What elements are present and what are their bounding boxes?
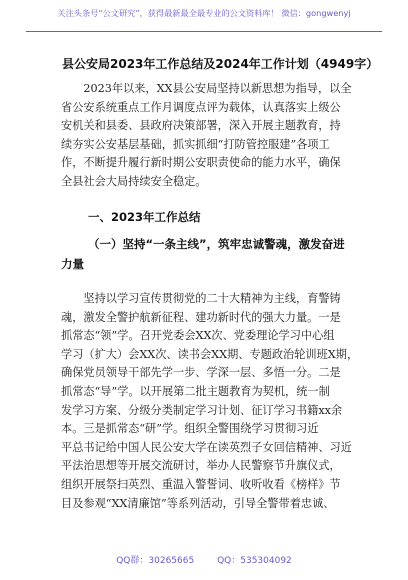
subsection-heading-line: （一）坚持“一条主线”，筑牢忠诚警魂，激发奋进 [88,237,345,251]
body-line: 学习（扩大）会XX次、读书会XX期、专题政治轮训班X期， [61,347,359,361]
body-paragraph [61,290,359,513]
body-line: 目及参观“XX清廉馆”等系列活动，引导全警带着忠诚、 [61,496,335,510]
intro-line: 续夯实公安基层基础，抓实抓细“打防管控服建”各项工 [61,137,330,151]
section-heading: 一、2023年工作总结 [88,210,201,224]
intro-paragraph [61,80,352,192]
footer-qq: QQ：535304092 [217,556,292,566]
document-title: 县公安局2023年工作总结及2024年工作计划（4949字） [62,57,379,71]
header-banner: 关注头条号“公文研究”，获得最新最全最专业的公文资料库！ 微信：gongwenyj [57,8,351,18]
footer-qq-group: QQ群：30265665 [116,556,195,566]
body-line: 平总书记给中国人民公安大学在读英烈子女回信精神、习近 [61,440,352,454]
body-line: 抓常态“导”学。以开展第二批主题教育为契机，统一制 [61,384,330,398]
body-line: 确保党员领导干部先学一步、学深一层、多悟一分。二是 [61,366,341,380]
footer-contact [0,553,408,566]
body-line: 组织开展祭扫英烈、重温入警誓词、收听收看《榜样》节 [61,477,341,491]
body-line: 平法治思想等开展交流研讨，举办人民警察节升旗仪式， [61,459,341,473]
intro-line: 全县社会大局持续安全稳定。 [61,174,207,188]
body-line: 坚持以学习宣传贯彻党的二十大精神为主线，育警铸 [61,292,341,305]
body-line: 本。三是抓常态“研”学。组织全警围绕学习贯彻习近 [61,422,319,436]
intro-line: 安机关和县委、县政府决策部署，深入开展主题教育，持 [61,119,341,133]
intro-line: 省公安系统重点工作月调度点评为载体，认真落实上级公 [61,100,341,114]
header-divider [26,31,382,32]
intro-line: 2023年以来，XX县公安局坚持以新思想为指导，以全 [61,82,352,95]
body-line: 魂，激发全警护航新征程、建功新时代的强大力量。一是 [61,310,341,324]
intro-line: 作，不断提升履行新时期公安职责使命的能力水平，确保 [61,156,341,170]
body-line: 抓常态“领”学。召开党委会XX次、党委理论学习中心组 [61,329,335,343]
subsection-heading-line: 力量 [61,257,84,271]
body-line: 发学习方案、分级分类制定学习计划、征订学习书籍xx余 [61,403,343,417]
subsection-heading [61,234,358,274]
